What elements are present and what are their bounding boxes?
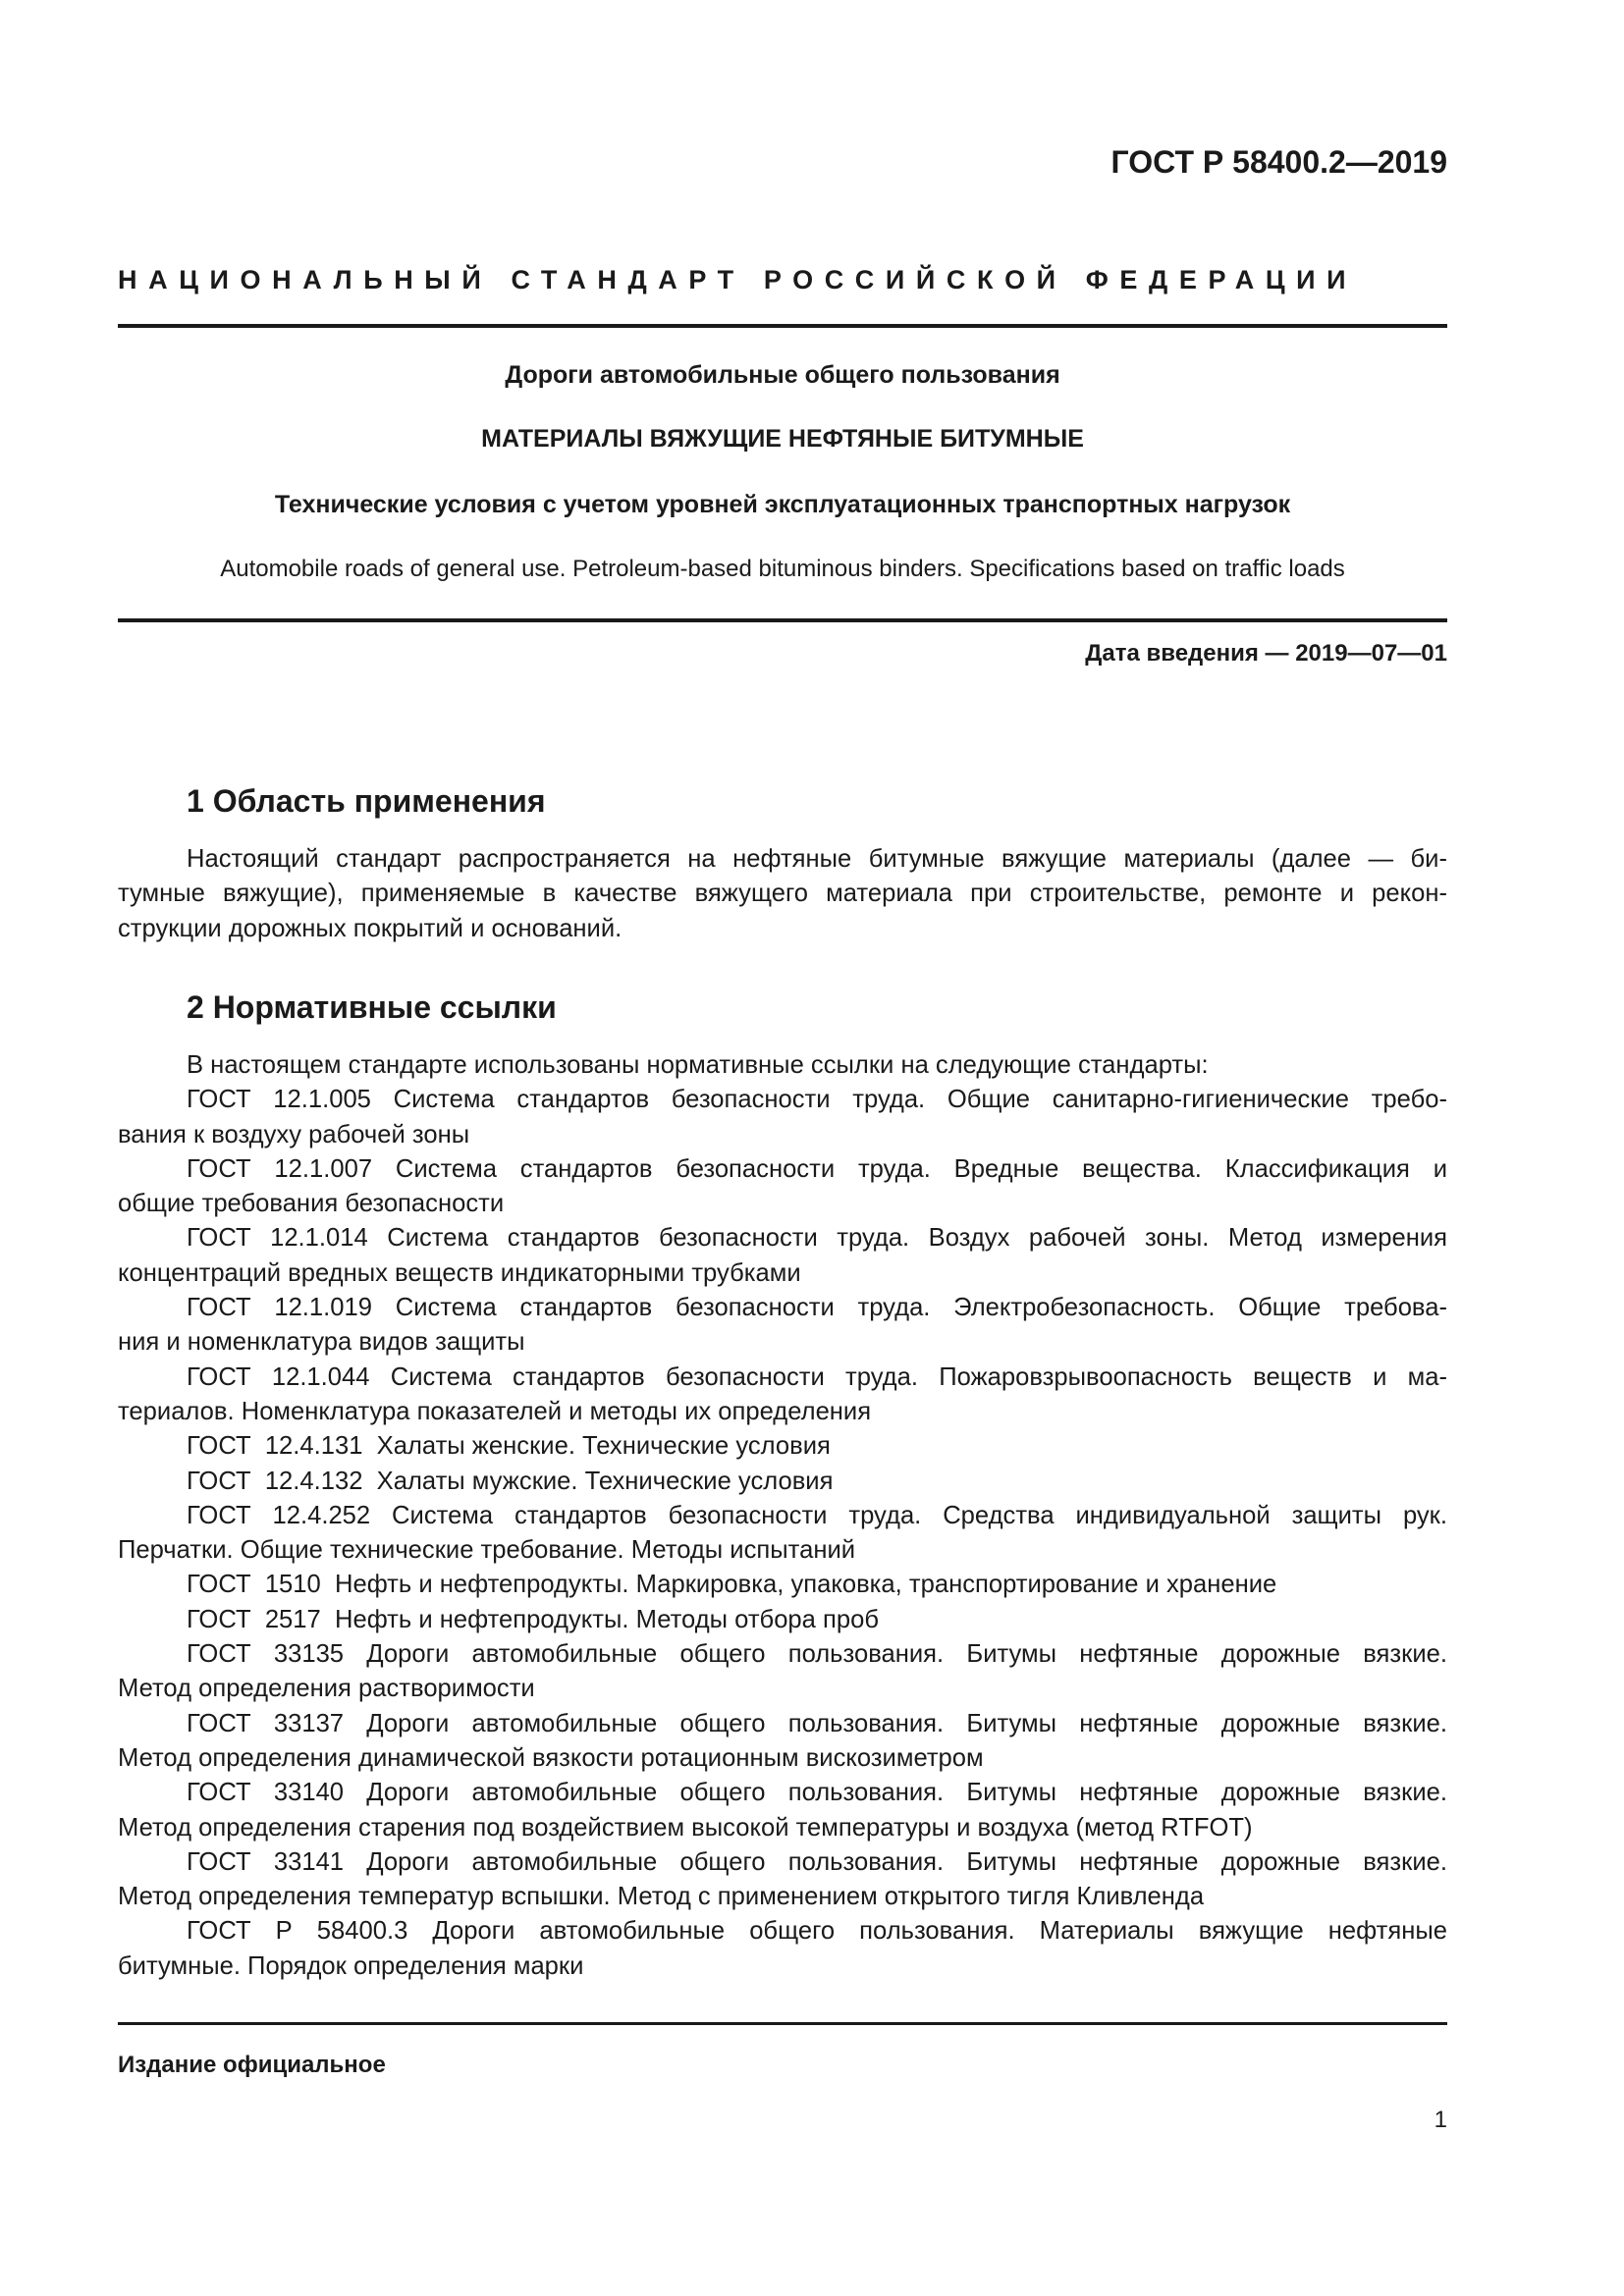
standard-number: ГОСТ Р 58400.2—2019 xyxy=(1110,144,1447,180)
reference-entry: ГОСТ 33135 Дороги автомобильные общего пользования. Битумы нефтяные дорожные вязкие. xyxy=(187,1640,1447,1669)
reference-entry-continuation: ния и номенклатура видов защиты xyxy=(118,1328,525,1357)
section-1-line: тумные вяжущие), применяемые в качестве вяжущего материала при строительстве, ремонте и рекон- xyxy=(118,880,1447,908)
section-1-body xyxy=(118,842,1447,946)
top-rule xyxy=(118,324,1447,328)
reference-entry: ГОСТ 33141 Дороги автомобильные общего пользования. Битумы нефтяные дорожные вязкие. xyxy=(187,1847,1447,1876)
section-2-intro: В настоящем стандарте использованы нормативные ссылки на следующие стандарты: xyxy=(187,1051,1209,1079)
reference-entry: ГОСТ 12.1.007 Система стандартов безопасности труда. Вредные вещества. Классификация и xyxy=(187,1154,1447,1183)
reference-entry: ГОСТ 12.1.014 Система стандартов безопасности труда. Воздух рабочей зоны. Метод измерения xyxy=(187,1224,1447,1253)
reference-entry-continuation: концентраций вредных веществ индикаторными трубками xyxy=(118,1258,801,1287)
footer-rule xyxy=(118,2022,1447,2025)
section-1-line: струкции дорожных покрытий и оснований. xyxy=(118,914,623,942)
section-2-heading: 2 Нормативные ссылки xyxy=(187,989,557,1025)
introduction-date: Дата введения — 2019—07—01 xyxy=(1085,640,1447,667)
national-standard-title: НАЦИОНАЛЬНЫЙ СТАНДАРТ РОССИЙСКОЙ ФЕДЕРАЦИИ xyxy=(118,265,1358,294)
official-edition-label: Издание официальное xyxy=(118,2052,386,2078)
reference-entry: ГОСТ 12.1.044 Система стандартов безопасности труда. Пожаровзрывоопасность веществ и ма- xyxy=(187,1362,1447,1391)
reference-entry-continuation: Метод определения старения под воздействием высокой температуры и воздуха (метод RTFOT) xyxy=(118,1813,1253,1842)
reference-entry: ГОСТ 33140 Дороги автомобильные общего пользования. Битумы нефтяные дорожные вязкие. xyxy=(187,1779,1447,1807)
reference-entry-continuation: общие требования безопасности xyxy=(118,1190,505,1218)
reference-entry: ГОСТ Р 58400.3 Дороги автомобильные общего пользования. Материалы вяжущие нефтяные xyxy=(187,1917,1447,1946)
reference-entry-continuation: Метод определения температур вспышки. Метод с применением открытого тигля Кливленда xyxy=(118,1883,1205,1911)
reference-entry-continuation: вания к воздуху рабочей зоны xyxy=(118,1120,470,1148)
title-bottom-rule xyxy=(118,618,1447,622)
reference-entry: ГОСТ 12.4.252 Система стандартов безопасности труда. Средства индивидуальной защиты рук. xyxy=(187,1501,1447,1529)
title-line-3: Технические условия с учетом уровней эксплуатационных транспортных нагрузок xyxy=(274,491,1291,518)
reference-entry-continuation: териалов. Номенклатура показателей и методы их определения xyxy=(118,1397,872,1425)
reference-entry: ГОСТ 33137 Дороги автомобильные общего пользования. Битумы нефтяные дорожные вязкие. xyxy=(187,1709,1447,1737)
reference-entry-continuation: Перчатки. Общие технические требование. Методы испытаний xyxy=(118,1536,856,1565)
section-2-body xyxy=(118,1048,1447,1984)
reference-entry: ГОСТ 12.1.019 Система стандартов безопасности труда. Электробезопасность. Общие требова- xyxy=(187,1294,1447,1322)
reference-entry: ГОСТ 12.4.132 Халаты мужские. Технические условия xyxy=(187,1467,834,1495)
section-1-heading: 1 Область применения xyxy=(187,783,546,819)
reference-entry: ГОСТ 2517 Нефть и нефтепродукты. Методы отбора проб xyxy=(187,1605,880,1633)
reference-entry-continuation: Метод определения динамической вязкости ротационным вискозиметром xyxy=(118,1743,984,1772)
reference-entry: ГОСТ 12.4.131 Халаты женские. Технические условия xyxy=(187,1432,831,1461)
reference-entry-continuation: Метод определения растворимости xyxy=(118,1675,535,1703)
reference-entry-continuation: битумные. Порядок определения марки xyxy=(118,1951,584,1980)
section-1-line: Настоящий стандарт распространяется на нефтяные битумные вяжущие материалы (далее — би- xyxy=(187,845,1447,873)
title-line-2: МАТЕРИАЛЫ ВЯЖУЩИЕ НЕФТЯНЫЕ БИТУМНЫЕ xyxy=(481,425,1084,453)
reference-entry: ГОСТ 1510 Нефть и нефтепродукты. Маркировка, упаковка, транспортирование и хранение xyxy=(187,1571,1277,1599)
english-title: Automobile roads of general use. Petroleum-based bituminous binders. Specifications based on traffic loads xyxy=(220,556,1345,582)
page-number: 1 xyxy=(1434,2107,1447,2133)
reference-entry: ГОСТ 12.1.005 Система стандартов безопасности труда. Общие санитарно-гигиенические требо- xyxy=(187,1086,1447,1114)
title-line-1: Дороги автомобильные общего пользования xyxy=(505,361,1060,389)
